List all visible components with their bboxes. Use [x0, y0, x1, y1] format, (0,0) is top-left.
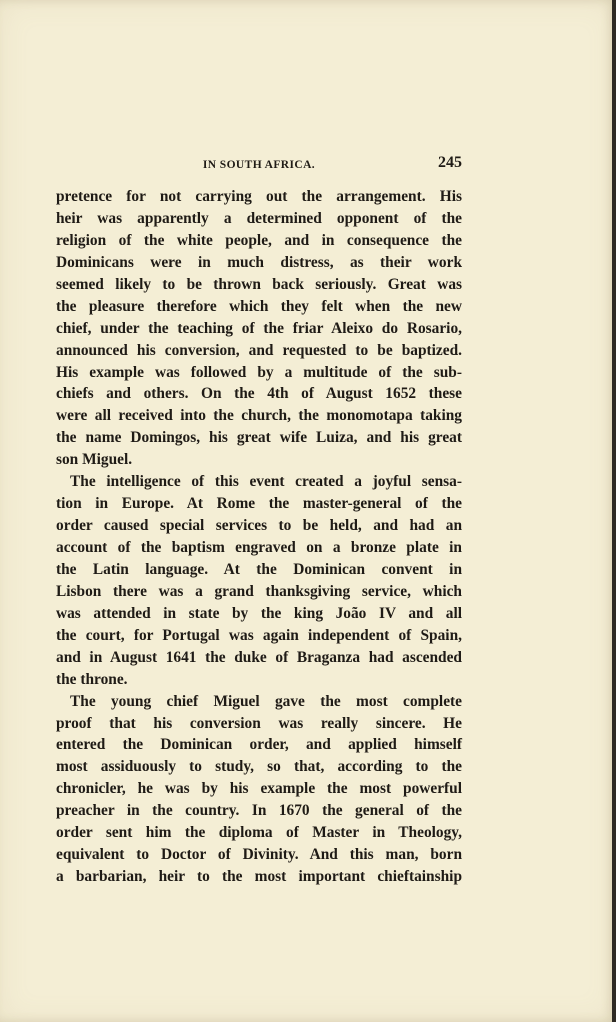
text-line: announced his conversion, and requested to be baptized.	[56, 341, 462, 359]
text-line: religion of the white people, and in consequence the	[56, 231, 462, 249]
text-line: seemed likely to be thrown back seriously. Great was	[56, 275, 462, 293]
text-line: chief, under the teaching of the friar Aleixo do Rosario,	[56, 319, 462, 337]
text-line: a barbarian, heir to the most important chieftainship	[56, 868, 462, 886]
text-line: entered the Dominican order, and applied himself	[56, 736, 462, 754]
text-line: the name Domingos, his great wife Luiza, and his great	[56, 429, 462, 447]
text-line: order caused special services to be held, and had an	[56, 517, 462, 535]
text-line: chiefs and others. On the 4th of August 1652 these	[56, 385, 462, 403]
text-line: order sent him the diploma of Master in Theology,	[56, 824, 462, 842]
text-line: were all received into the church, the monomotapa taking	[56, 407, 462, 425]
text-line: son Miguel.	[56, 451, 133, 469]
text-line: Lisbon there was a grand thanksgiving service, which	[56, 582, 462, 600]
text-line: proof that his conversion was really sincere. He	[56, 714, 462, 732]
body-text	[56, 186, 462, 888]
text-line: His example was followed by a multitude of the sub-	[56, 363, 462, 381]
text-line: tion in Europe. At Rome the master-general of the	[56, 495, 462, 513]
page-number: 245	[438, 154, 462, 171]
text-line: most assiduously to study, so that, according to the	[56, 758, 462, 776]
page-header	[56, 154, 462, 176]
text-line: preacher in the country. In 1670 the general of the	[56, 802, 462, 820]
text-line: and in August 1641 the duke of Braganza had ascended	[56, 648, 462, 666]
running-head: IN SOUTH AFRICA.	[202, 159, 316, 171]
text-line: equivalent to Doctor of Divinity. And this man, born	[56, 846, 462, 864]
text-line: was attended in state by the king João IV and all	[56, 604, 462, 622]
text-line: the throne.	[56, 670, 128, 688]
text-line: chronicler, he was by his example the most powerful	[56, 780, 462, 798]
page-edge	[612, 0, 616, 1022]
text-line: account of the baptism engraved on a bronze plate in	[56, 539, 462, 556]
text-line: the court, for Portugal was again independent of Spain,	[56, 626, 462, 644]
text-line: the pleasure therefore which they felt when the new	[56, 297, 462, 315]
text-line: The intelligence of this event created a joyful sensa-	[70, 473, 462, 491]
text-line: heir was apparently a determined opponent of the	[56, 209, 462, 227]
text-line: the Latin language. At the Dominican convent in	[56, 560, 462, 578]
text-line: Dominicans were in much distress, as their work	[56, 253, 462, 271]
text-line: The young chief Miguel gave the most complete	[70, 692, 462, 710]
text-line: pretence for not carrying out the arrangement. His	[56, 188, 462, 205]
